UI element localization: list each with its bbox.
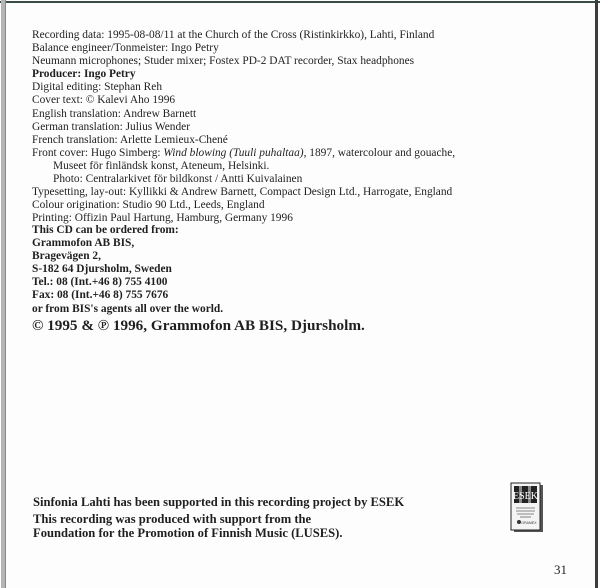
front-cover-suffix: , 1897, watercolour and gouache, bbox=[303, 146, 456, 159]
credit-producer: Producer: Ingo Petry bbox=[32, 68, 136, 81]
credit-digital-editing: Digital editing: Stephan Reh bbox=[32, 81, 163, 94]
page-right-border bbox=[595, 0, 598, 588]
credit-recording-data: Recording data: 1995-08-08/11 at the Church of the Cross (Ristinkirkko), Lahti, Finland bbox=[32, 29, 435, 41]
support-esek: Sinfonia Lahti has been supported in this recording project by ESEK bbox=[33, 495, 405, 509]
copyright-notice: © 1995 & ℗ 1996, Grammofon AB BIS, Djursholm. bbox=[32, 317, 365, 334]
front-cover-prefix: Front cover: Hugo Simberg: bbox=[32, 146, 164, 159]
esek-logo-text: ESEK bbox=[513, 491, 538, 502]
order-agents: or from BIS's agents all over the world. bbox=[32, 302, 224, 315]
order-company: Grammofon AB BIS, bbox=[32, 237, 135, 250]
order-fax: Fax: 08 (Int.+46 8) 755 7676 bbox=[32, 289, 169, 302]
order-tel: Tel.: 08 (Int.+46 8) 755 4100 bbox=[32, 276, 168, 289]
credit-cover-text: Cover text: © Kalevi Aho 1996 bbox=[32, 94, 176, 107]
credit-equipment: Neumann microphones; Studer mixer; Fostex PD-2 DAT recorder, Stax headphones bbox=[32, 55, 415, 68]
page-left-edge bbox=[1, 0, 6, 588]
front-cover-museum: Museet för finländsk konst, Ateneum, Helsinki. bbox=[53, 159, 270, 172]
credit-english-translation: English translation: Andrew Barnett bbox=[32, 107, 197, 120]
page-number: 31 bbox=[554, 562, 567, 577]
credit-printing: Printing: Offizin Paul Hartung, Hamburg, Germany 1996 bbox=[32, 212, 293, 225]
credit-colour-origination: Colour origination: Studio 90 Ltd., Leeds, England bbox=[32, 199, 265, 212]
credit-typesetting: Typesetting, lay-out: Kyllikki & Andrew Barnett, Compact Design Ltd., Harrogate, England bbox=[32, 186, 453, 199]
credit-german-translation: German translation: Julius Wender bbox=[32, 120, 190, 133]
support-block bbox=[33, 495, 404, 541]
credit-front-cover bbox=[32, 147, 592, 160]
order-street: Bragevägen 2, bbox=[32, 250, 101, 263]
credits-block bbox=[32, 29, 592, 225]
order-address-block bbox=[32, 224, 223, 316]
credit-balance-engineer: Balance engineer/Tonmeister: Ingo Petry bbox=[32, 42, 219, 55]
front-cover-photo: Photo: Centralarkivet för bildkonst / Antti Kuivalainen bbox=[53, 173, 303, 186]
front-cover-title: Wind blowing (Tuuli puhaltaa) bbox=[163, 146, 304, 159]
order-heading: This CD can be ordered from: bbox=[32, 224, 179, 236]
esek-logo-subtext: GRAMEX bbox=[521, 521, 537, 525]
support-luses-line2: Foundation for the Promotion of Finnish Music (LUSES). bbox=[33, 526, 343, 541]
support-luses-line1: This recording was produced with support from the bbox=[33, 512, 312, 527]
page-top-border bbox=[0, 1, 600, 3]
order-city: S-182 64 Djursholm, Sweden bbox=[32, 263, 172, 276]
credit-french-translation: French translation: Arlette Lemieux-Chené bbox=[32, 133, 228, 146]
esek-logo-icon bbox=[510, 482, 544, 534]
